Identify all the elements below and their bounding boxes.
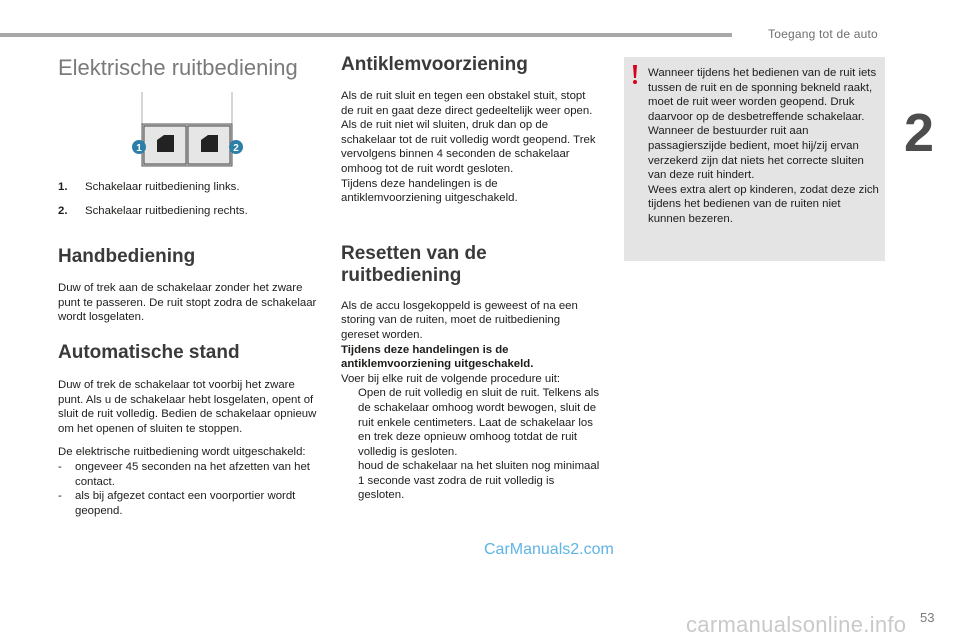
dash-mark: -	[58, 490, 62, 503]
list-text: Schakelaar ruitbediening links.	[85, 181, 240, 193]
paragraph-handbediening: Duw of trek aan de schakelaar zonder het zware punt te passeren. De ruit stopt zodra de schakelaar wordt losgelaten.	[58, 282, 317, 324]
list-number: 1.	[58, 181, 68, 193]
list-number: 2.	[58, 204, 68, 217]
list-item	[58, 204, 320, 219]
list-text: Schakelaar ruitbediening rechts.	[85, 204, 248, 217]
warning-paragraph-1: Wanneer tijdens het bedienen van de ruit iets tussen de ruit en de sponning bekneld raakt, moet de ruit weer worden geopend. Druk daarvoor op de desbetreffende schakelaar.	[648, 67, 877, 123]
bullet-text: houd de schakelaar na het sluiten nog minimaal 1 seconde vast zodra de ruit volledig is gesloten.	[358, 460, 600, 502]
window-switch-illustration	[128, 90, 248, 170]
paragraph-antiklem-3: Tijdens deze handelingen is de antiklemvoorziening uitgeschakeld.	[341, 177, 518, 205]
dash-text: als bij afgezet contact een voorportier wordt geopend.	[75, 490, 296, 517]
warning-text	[648, 66, 880, 227]
dash-item	[58, 489, 320, 518]
page-number: 53	[920, 610, 935, 625]
heading-antiklemvoorziening: Antiklemvoorziening	[341, 54, 528, 75]
paragraph-resetten: Als de accu losgekoppeld is geweest of na een storing van de ruiten, moet de ruitbediening gereset worden.	[341, 299, 578, 341]
list-item	[58, 180, 320, 195]
watermark-carmanuals2: CarManuals2.com	[484, 541, 614, 558]
callout-2-label: 2	[233, 143, 239, 154]
warning-paragraph-2: Wanneer de bestuurder ruit aan passagierszijde bedient, moet hij/zij ervan verzekerd zijn dat niets het correcte sluiten van deze ruit hindert.	[648, 125, 864, 182]
heading-automatische-stand: Automatische stand	[58, 341, 240, 363]
column-middle	[341, 54, 601, 503]
section-title: Toegang tot de auto	[768, 27, 878, 41]
bullet-item	[341, 459, 601, 503]
watermark-carmanualsonline: carmanualsonline.info	[686, 612, 907, 637]
dash-item	[58, 460, 320, 489]
page-title: Elektrische ruitbediening	[58, 55, 298, 80]
header-rule	[0, 33, 732, 37]
paragraph-antiklem-2: Als de ruit niet wil sluiten, druk dan op de schakelaar tot de ruit volledig wordt geopend. Trek vervolgens binnen 4 seconden de schakelaar omhoog tot de ruit wordt gesloten.	[341, 119, 596, 175]
callout-1-label: 1	[136, 143, 142, 154]
bullet-item	[341, 386, 601, 459]
warning-paragraph-3: Wees extra alert op kinderen, zodat deze zich tijdens het bedienen van de ruiten niet kunnen bezeren.	[648, 183, 879, 225]
dash-text: ongeveer 45 seconden na het afzetten van het contact.	[75, 460, 310, 488]
paragraph-procedure: Voer bij elke ruit de volgende procedure uit:	[341, 372, 561, 385]
paragraph-resetten-bold: Tijdens deze handelingen is de antiklemvoorziening uitgeschakeld.	[341, 343, 534, 371]
paragraph-antiklem-1: Als de ruit sluit en tegen een obstakel stuit, stopt de ruit en gaat deze direct gedeeltelijk weer open.	[341, 90, 593, 117]
heading-handbediening: Handbediening	[58, 246, 196, 268]
paragraph-uitgeschakeld: De elektrische ruitbediening wordt uitgeschakeld:	[58, 446, 306, 459]
warning-exclamation-icon	[631, 65, 639, 85]
dash-mark: -	[58, 460, 62, 473]
paragraph-automatische-stand: Duw of trek de schakelaar tot voorbij het zware punt. Als u de schakelaar hebt losgelaten, opent of sluit de ruit volledig. Bedien de schakelaar opnieuw om het openen of sluiten te stoppen.	[58, 378, 317, 435]
heading-resetten: Resetten van de ruitbediening	[341, 242, 487, 286]
chapter-number: 2	[904, 103, 935, 163]
bullet-text: Open de ruit volledig en sluit de ruit. Telkens als de schakelaar omhoog wordt bewogen, sluit de ruit enkele centimeters. Laat de schakelaar los en trek deze opnieuw omhoog totdat de ruit volledig is gesloten.	[358, 387, 600, 458]
